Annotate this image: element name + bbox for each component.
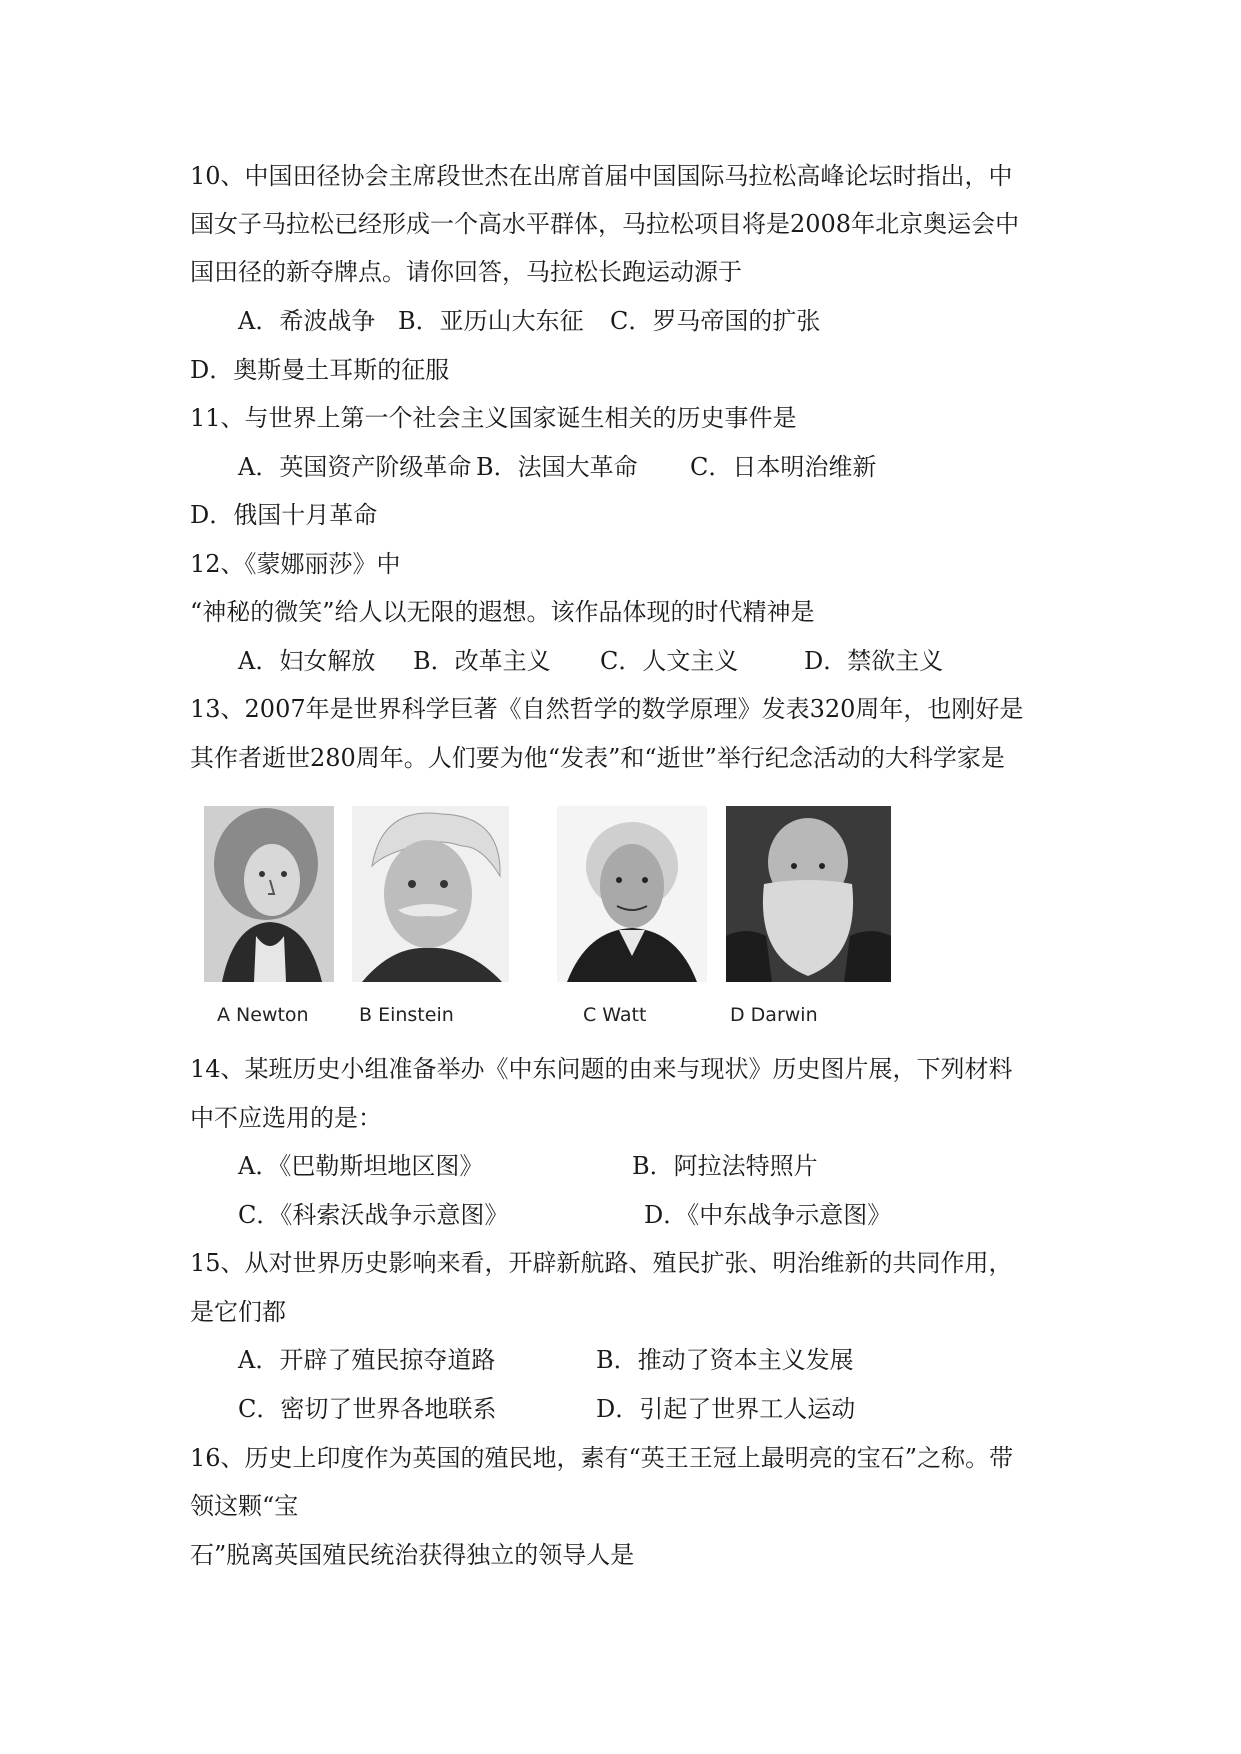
q15-option-c: C．密切了世界各地联系 <box>238 1395 497 1423</box>
q14-option-d: D．《中东战争示意图》 <box>644 1201 892 1229</box>
q15-option-d: D．引起了世界工人运动 <box>596 1395 856 1423</box>
q10-text-line-3: 国田径的新夺牌点。请你回答，马拉松长跑运动源于 <box>190 258 742 286</box>
q14-text-line-2: 中不应选用的是： <box>190 1104 382 1132</box>
q10-text-line-1: 10、中国田径协会主席段世杰在出席首届中国国际马拉松高峰论坛时指出，中 <box>190 162 1013 190</box>
einstein-portrait <box>352 806 509 982</box>
newton-portrait <box>204 806 334 982</box>
q16-text-line-2: 领这颗“宝 <box>190 1492 299 1520</box>
q15-text-line-2: 是它们都 <box>190 1298 286 1326</box>
q13-text-line-1: 13、2007年是世界科学巨著《自然哲学的数学原理》发表320周年，也刚好是 <box>190 695 1024 723</box>
q10-text-line-2: 国女子马拉松已经形成一个高水平群体，马拉松项目将是2008年北京奥运会中 <box>190 210 1020 238</box>
q14-option-c: C．《科索沃战争示意图》 <box>238 1201 509 1229</box>
watt-portrait <box>557 806 707 982</box>
darwin-portrait <box>726 806 891 982</box>
q14-text-line-1: 14、某班历史小组准备举办《中东问题的由来与现状》历史图片展，下列材料 <box>190 1055 1013 1083</box>
q11-text-line-1: 11、与世界上第一个社会主义国家诞生相关的历史事件是 <box>190 404 797 432</box>
q11-option-b: B．法国大革命 <box>476 453 638 481</box>
q10-option-d: D．奥斯曼土耳斯的征服 <box>190 356 450 384</box>
q15-option-b: B．推动了资本主义发展 <box>596 1346 854 1374</box>
q10-option-a: A．希波战争 <box>238 307 376 335</box>
q16-text-line-1: 16、历史上印度作为英国的殖民地，素有“英王王冠上最明亮的宝石”之称。带 <box>190 1444 1014 1472</box>
q13-text-line-2: 其作者逝世280周年。人们要为他“发表”和“逝世”举行纪念活动的大科学家是 <box>190 744 1005 772</box>
q14-option-a: A．《巴勒斯坦地区图》 <box>238 1152 484 1180</box>
caption-a: A Newton <box>217 1004 309 1026</box>
q16-text-line-3: 石”脱离英国殖民统治获得独立的领导人是 <box>190 1541 635 1569</box>
q12-text-line-1: 12、《蒙娜丽莎》中 <box>190 550 401 578</box>
q12-option-d: D．禁欲主义 <box>804 647 944 675</box>
caption-d: D Darwin <box>730 1004 818 1026</box>
q15-option-a: A．开辟了殖民掠夺道路 <box>238 1346 496 1374</box>
q11-option-d: D．俄国十月革命 <box>190 501 378 529</box>
q11-option-a: A．英国资产阶级革命 <box>238 453 472 481</box>
q14-option-b: B．阿拉法特照片 <box>632 1152 818 1180</box>
q12-text-line-2: “神秘的微笑”给人以无限的遐想。该作品体现的时代精神是 <box>190 598 815 626</box>
q12-option-b: B．改革主义 <box>413 647 551 675</box>
q10-option-c: C．罗马帝国的扩张 <box>610 307 821 335</box>
q12-option-c: C．人文主义 <box>600 647 739 675</box>
caption-b: B Einstein <box>359 1004 454 1026</box>
q11-option-c: C．日本明治维新 <box>690 453 877 481</box>
q15-text-line-1: 15、从对世界历史影响来看，开辟新航路、殖民扩张、明治维新的共同作用， <box>190 1249 1013 1277</box>
caption-c: C Watt <box>583 1004 647 1026</box>
q10-option-b: B．亚历山大东征 <box>398 307 584 335</box>
q12-option-a: A．妇女解放 <box>238 647 376 675</box>
